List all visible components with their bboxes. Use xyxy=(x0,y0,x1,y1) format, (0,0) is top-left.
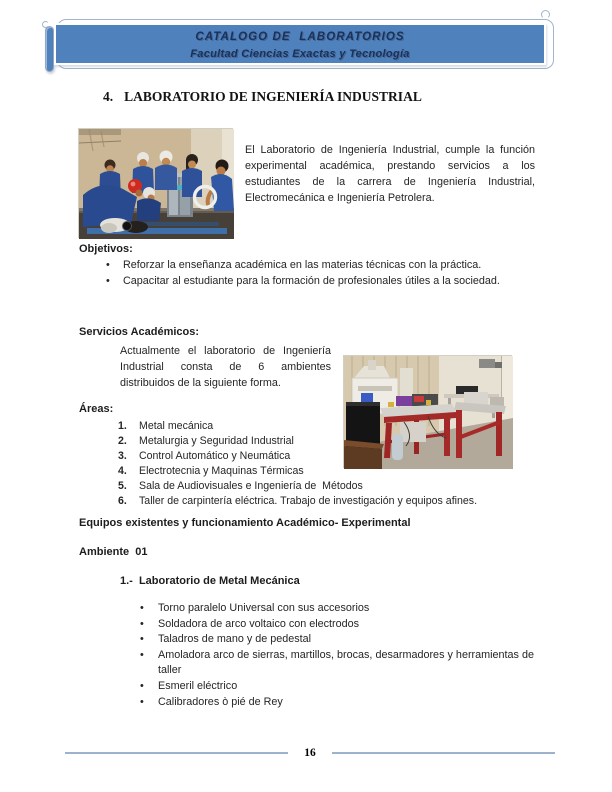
list-item xyxy=(118,449,552,464)
equipment-list xyxy=(137,601,534,710)
areas-list xyxy=(118,419,552,509)
item-number: 3. xyxy=(118,450,127,462)
item-text: Sala de Audiovisuales e Ingeniería de Métodos xyxy=(139,480,363,492)
footer-rule-left xyxy=(65,752,288,753)
list-item: • Torno paralelo Universal con sus accesorios xyxy=(137,601,534,617)
servicios-heading: Servicios Académicos: xyxy=(79,326,200,338)
list-item xyxy=(118,434,552,449)
areas-heading: Áreas: xyxy=(79,403,114,415)
list-item: • Esmeril eléctrico xyxy=(137,679,534,695)
section-number: 4. xyxy=(103,89,114,104)
list-item xyxy=(118,479,552,494)
item-number: 4. xyxy=(118,465,127,477)
page-number: 16 xyxy=(304,747,316,759)
objetivos-list xyxy=(104,258,538,289)
list-item: • Capacitar al estudiante para la formación de profesionales útiles a la sociedad. xyxy=(104,274,538,290)
item-number: 1. xyxy=(118,420,127,432)
ambiente-heading: Ambiente 01 xyxy=(79,546,148,558)
item-text: Metal mecánica xyxy=(139,420,214,432)
item-text: Control Automático y Neumática xyxy=(139,450,291,462)
item-text: Taller de carpintería eléctrica. Trabajo de investigación y equipos afines. xyxy=(139,495,478,507)
header-corner-curl-icon xyxy=(541,10,550,19)
faculty-subtitle: Facultad Ciencias Exactas y Tecnología xyxy=(190,48,410,60)
objetivos-heading: Objetivos: xyxy=(79,243,133,255)
equipos-heading: Equipos existentes y funcionamiento Académico- Experimental xyxy=(79,517,411,529)
list-item xyxy=(118,464,552,479)
item-text: Metalurgia y Seguridad Industrial xyxy=(139,435,294,447)
list-item xyxy=(118,419,552,434)
item-number: 6. xyxy=(118,495,127,507)
footer-rule-right xyxy=(332,752,555,753)
header-left-tab xyxy=(45,26,54,72)
list-item: • Amoladora arco de sierras, martillos, brocas, desarmadores y herramientas de taller xyxy=(137,648,534,679)
section-title-text: LABORATORIO DE INGENIERÍA INDUSTRIAL xyxy=(124,89,422,104)
item-text: Electrotecnia y Maquinas Térmicas xyxy=(139,465,304,477)
intro-paragraph: El Laboratorio de Ingeniería Industrial, cumple la función experimental académica, prestando servicios a los estudiantes de la carrera de Ingeniería Industrial, Electromecánica e Ingeniería Petrolera. xyxy=(245,144,535,204)
header-banner xyxy=(54,23,546,65)
list-item: • Soldadora de arco voltaico con electrodos xyxy=(137,617,534,633)
page-footer xyxy=(65,747,555,759)
metal-mecanica-subheading: 1.- Laboratorio de Metal Mecánica xyxy=(120,575,300,587)
item-number: 5. xyxy=(118,480,127,492)
list-item: • Reforzar la enseñanza académica en las materias técnicas con la práctica. xyxy=(104,258,538,274)
section-title xyxy=(103,89,422,105)
students-lab-photo-illustration xyxy=(79,129,234,239)
catalog-title: CATALOGO DE LABORATORIOS xyxy=(195,31,405,43)
item-number: 2. xyxy=(118,435,127,447)
list-item xyxy=(118,494,552,509)
students-lab-photo xyxy=(78,128,233,238)
list-item: • Taladros de mano y de pedestal xyxy=(137,632,534,648)
list-item: • Calibradores ò pié de Rey xyxy=(137,695,534,711)
servicios-paragraph: Actualmente el laboratorio de Ingeniería Industrial consta de 6 ambientes distribuidos de la siguiente forma. xyxy=(120,345,331,389)
